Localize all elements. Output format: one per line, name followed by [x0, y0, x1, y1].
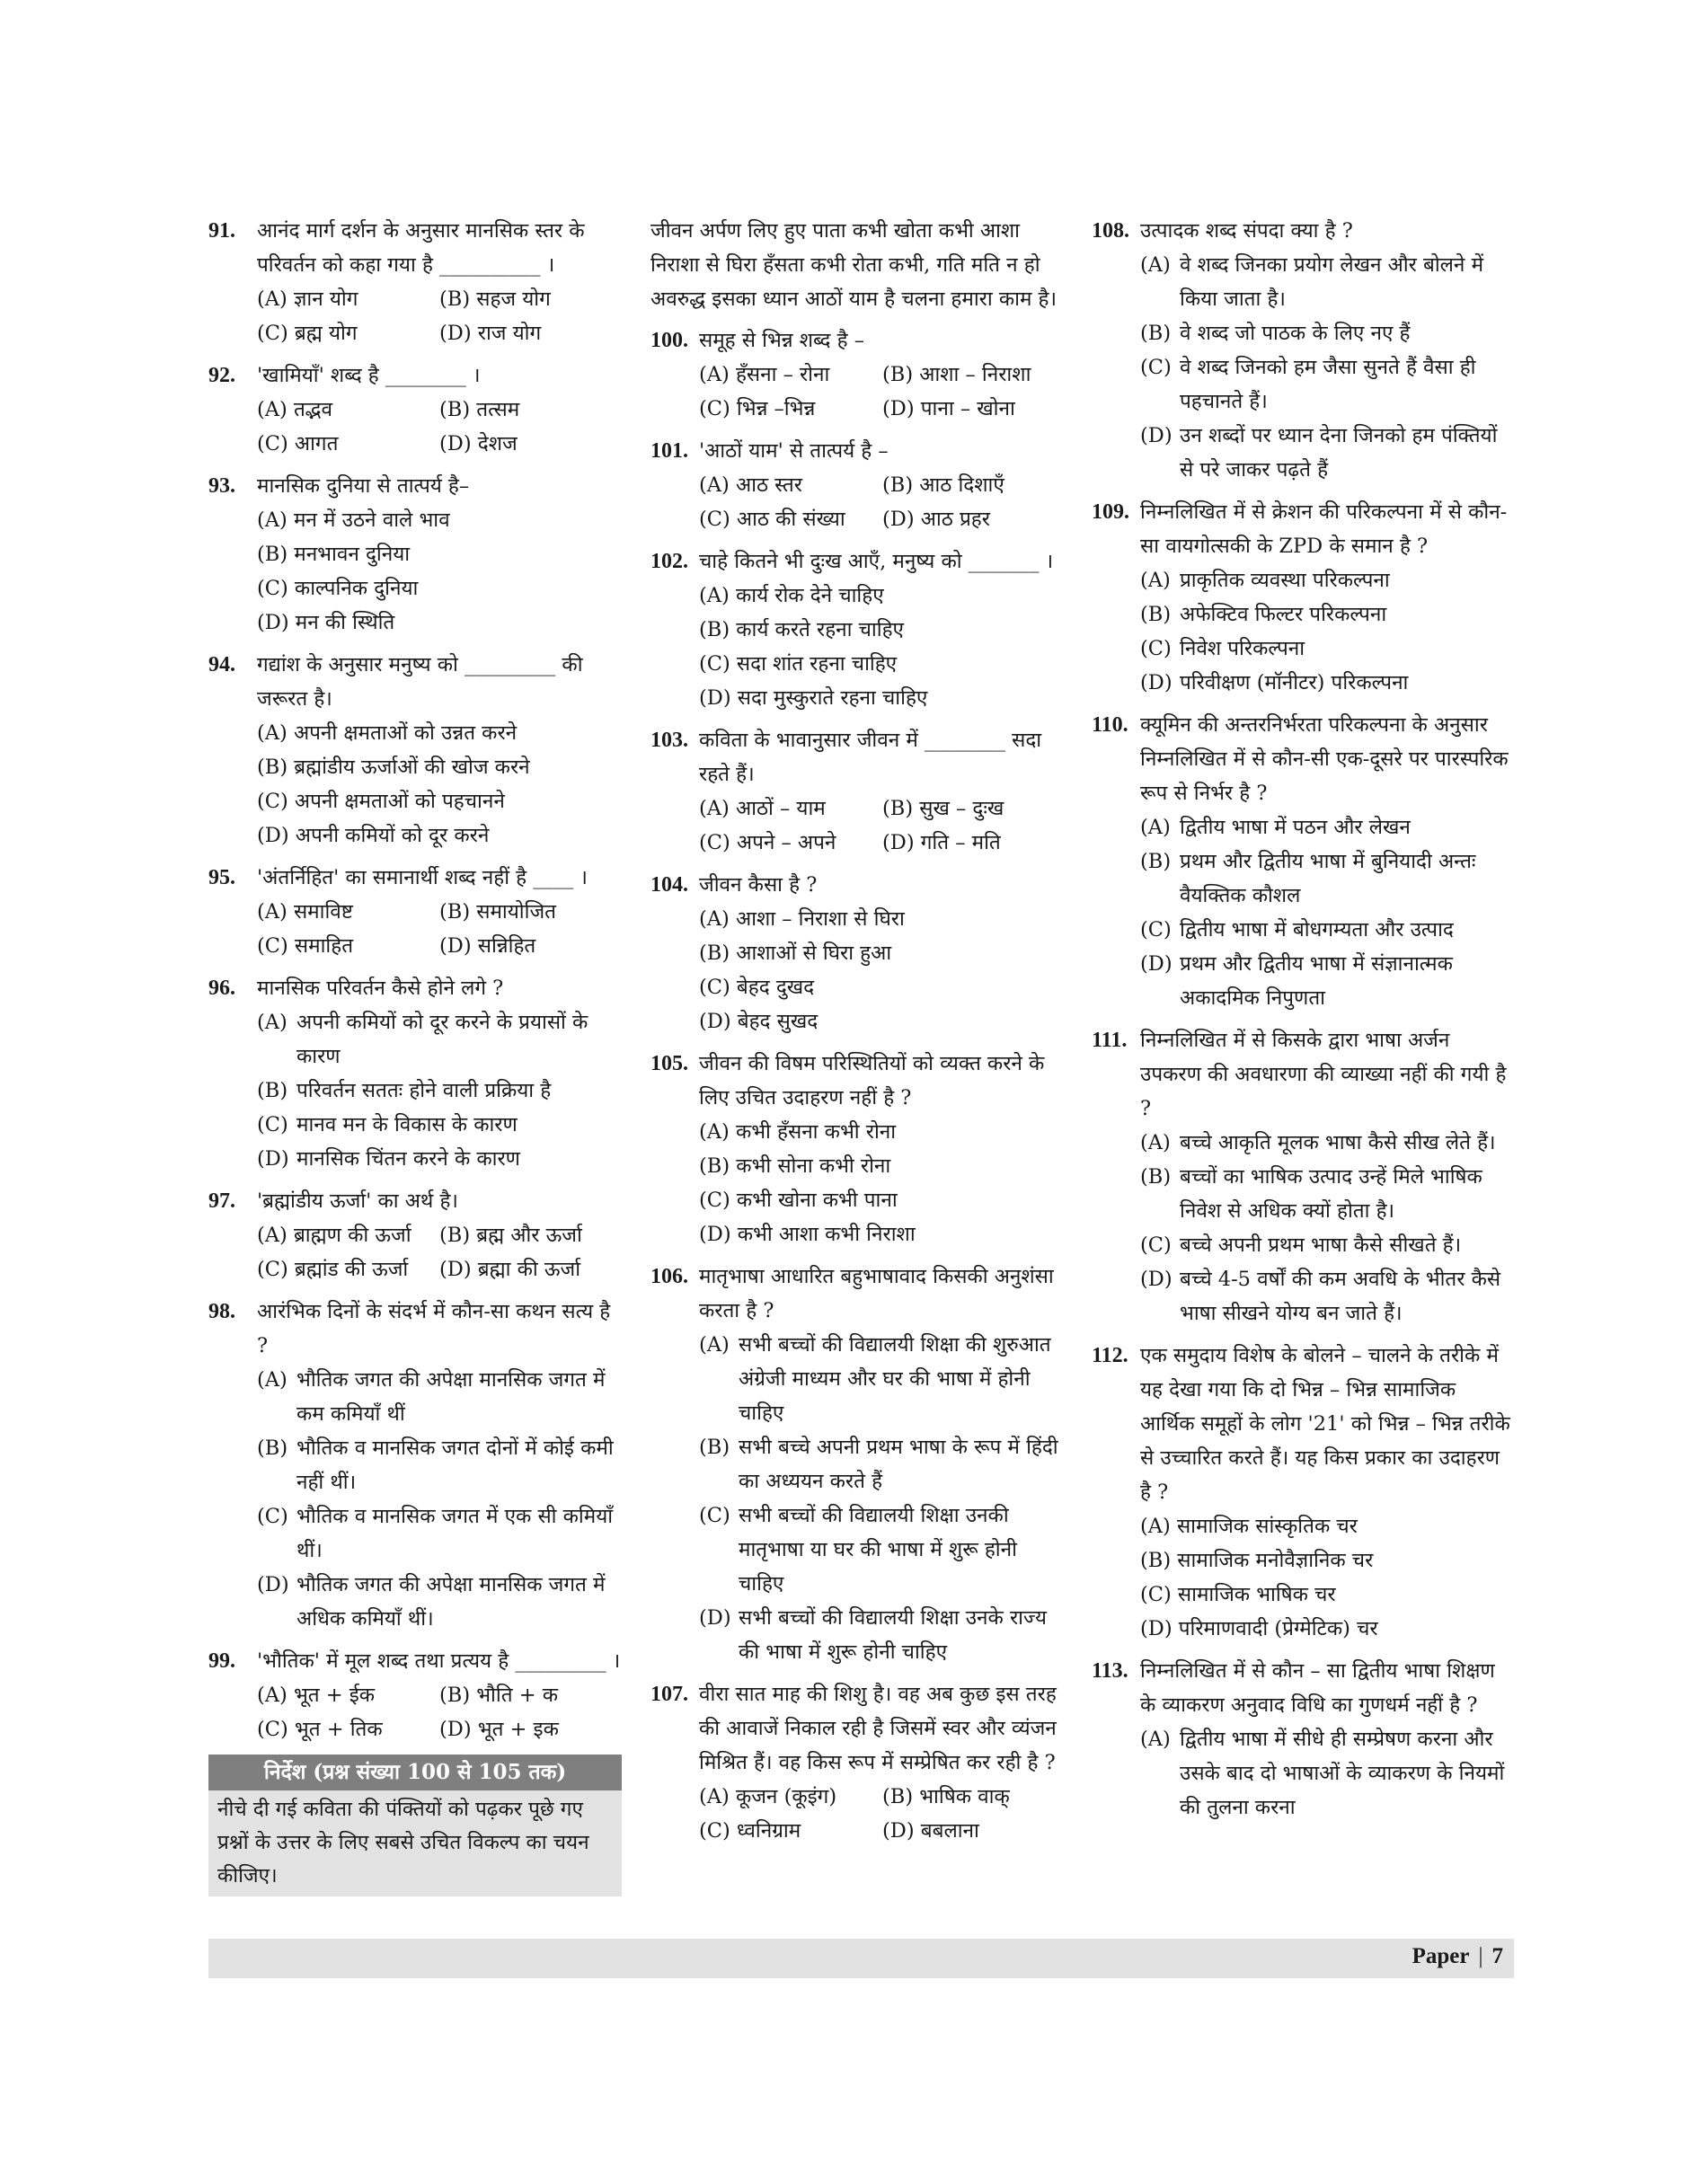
option: (C) कभी खोना कभी पाना	[699, 1189, 898, 1212]
option	[1140, 1722, 1514, 1825]
option: (D) सन्निहित	[439, 934, 536, 958]
option-row	[257, 427, 622, 461]
option: (D) कभी आशा कभी निराशा	[699, 1223, 916, 1246]
option	[1140, 1228, 1514, 1262]
option-row	[257, 1218, 622, 1252]
question-stem: 'ब्रह्मांडीय ऊर्जा' का अर्थ है।	[257, 1189, 458, 1213]
option: (B) आशा – निराशा	[882, 363, 1031, 386]
option-text: द्वितीय भाषा में पठन और लेखन	[1180, 816, 1411, 839]
option: (A) अपनी क्षमताओं को उन्नत करने	[257, 721, 518, 745]
option-text: उन शब्दों पर ध्यान देना जिनको हम पंक्तियों से परे जाकर पढ़ते हैं	[1180, 424, 1498, 482]
question	[650, 323, 1066, 426]
option-row	[699, 358, 1066, 392]
option: (B) आशाओं से घिरा हुआ	[699, 941, 892, 965]
option-text: प्राकृतिक व्यवस्था परिकल्पना	[1180, 569, 1390, 592]
option: (D) ब्रह्मा की ऊर्जा	[439, 1258, 581, 1281]
option: (B) ब्रह्म और ऊर्जा	[439, 1224, 582, 1247]
option-row	[699, 1780, 1066, 1814]
option: (A) कभी हँसना कभी रोना	[699, 1120, 897, 1144]
option: (A) आठ स्तर	[699, 473, 802, 497]
option-text: सभी बच्चों की विद्यालयी शिक्षा उनके राज्य की भाषा में शुरू होनी चाहिए	[739, 1606, 1047, 1664]
option-row	[699, 392, 1066, 426]
question	[650, 1047, 1066, 1251]
option-text: अफेक्टिव फिल्टर परिकल्पना	[1180, 603, 1387, 626]
option-text: बच्चे अपनी प्रथम भाषा कैसे सीखते हैं।	[1180, 1233, 1462, 1257]
option: (A) ज्ञान योग	[257, 287, 358, 311]
question-number: 103.	[650, 729, 688, 752]
question-number: 112.	[1092, 1344, 1128, 1367]
option	[1140, 632, 1514, 666]
option-letter: (A)	[257, 1011, 288, 1034]
poem-passage: जीवन अर्पण लिए हुए पाता कभी खोता कभी आशा निराशा से घिरा हँसता कभी रोता कभी, गति मति न हो अवरुद्ध इसका ध्यान आठों याम है चलना हमारा काम है।	[650, 219, 1058, 311]
question-stem: समूह से भिन्न शब्द है –	[699, 329, 864, 352]
question-stem: चाहे कितने भी दुःख आएँ, मनुष्य को _______ ।	[699, 550, 1054, 573]
option-letter: (D)	[1140, 952, 1173, 976]
question-number: 111.	[1092, 1029, 1128, 1052]
option: (C) अपने – अपने	[699, 831, 836, 854]
option-text: भौतिक व मानसिक जगत दोनों में कोई कमी नहीं थीं।	[296, 1437, 614, 1494]
question-stem: वीरा सात माह की शिशु है। वह अब कुछ इस तरह की आवाजें निकाल रही है जिसमें स्वर और व्यंजन मिश्रित हैं। वह किस रूप में सम्प्रेषित कर रही है ?	[699, 1683, 1057, 1774]
option-text: वे शब्द जिनका प्रयोग लेखन और बोलने में किया जाता है।	[1180, 253, 1484, 311]
option-letter: (C)	[1140, 918, 1172, 941]
option-letter: (D)	[699, 1606, 731, 1630]
question-number: 95.	[208, 866, 235, 889]
question-number: 93.	[208, 474, 235, 498]
question-number: 97.	[208, 1189, 235, 1213]
option-row	[257, 1252, 622, 1286]
option-text: सभी बच्चों की विद्यालयी शिक्षा की शुरुआत अंग्रेजी माध्यम और घर की भाषा में होनी चाहिए	[739, 1333, 1051, 1425]
question	[650, 544, 1066, 715]
question	[208, 861, 622, 963]
option-letter: (A)	[257, 1368, 288, 1392]
option-row	[699, 502, 1066, 536]
option	[699, 1498, 1066, 1601]
option-letter: (A)	[1140, 816, 1171, 839]
option-letter: (D)	[1140, 671, 1173, 694]
option	[699, 1328, 1066, 1430]
option-text: परिवीक्षण (मॉनीटर) परिकल्पना	[1180, 671, 1409, 694]
option: (D) पाना – खोना	[882, 397, 1015, 420]
question-number: 105.	[650, 1052, 688, 1075]
question-number: 102.	[650, 550, 688, 573]
page-number: 7	[1491, 1944, 1503, 1968]
option: (A) आठों – याम	[699, 797, 826, 820]
option-letter: (D)	[257, 1147, 289, 1171]
option-text: बच्चे आकृति मूलक भाषा कैसे सीख लेते हैं।	[1180, 1131, 1496, 1154]
question	[208, 1184, 622, 1286]
question-stem: उत्पादक शब्द संपदा क्या है ?	[1140, 219, 1353, 243]
option-letter: (B)	[699, 1436, 730, 1459]
option-text: भौतिक जगत की अपेक्षा मानसिक जगत में कम कमियाँ थीं	[296, 1368, 606, 1426]
option-row	[257, 282, 622, 316]
option	[1140, 1262, 1514, 1330]
option	[1140, 810, 1514, 844]
question-stem: जीवन कैसा है ?	[699, 873, 818, 897]
option	[699, 1601, 1066, 1669]
option-text: मानसिक चिंतन करने के कारण	[296, 1147, 520, 1171]
option: (A) कूजन (कूइंग)	[699, 1785, 837, 1808]
option-letter: (D)	[257, 1573, 289, 1596]
directions-text: नीचे दी गई कविता की पंक्तियों को पढ़कर पूछे गए प्रश्नों के उत्तर के लिए सबसे उचित विकल्प का चयन कीजिए।	[208, 1790, 622, 1896]
option-text: वे शब्द जिनको हम जैसा सुनते हैं वैसा ही पहचानते हैं।	[1180, 356, 1476, 413]
option: (D) बबलाना	[882, 1819, 979, 1843]
option: (B) भाषिक वाक्	[882, 1785, 1010, 1808]
option: (C) भूत + तिक	[257, 1718, 383, 1741]
option	[1140, 316, 1514, 350]
question-stem: मातृभाषा आधारित बहुभाषावाद किसकी अनुशंसा करता है ?	[699, 1265, 1054, 1322]
option: (B) आठ दिशाएँ	[882, 473, 1004, 497]
option: (A) समाविष्ट	[257, 900, 353, 924]
option	[257, 1568, 622, 1636]
option: (B) सामाजिक मनोवैज्ञानिक चर	[1140, 1549, 1374, 1572]
option-letter: (B)	[257, 1437, 288, 1460]
option	[1140, 1160, 1514, 1228]
option: (B) कार्य करते रहना चाहिए	[699, 618, 904, 641]
question-stem: 'आठों याम' से तात्पर्य है –	[699, 439, 889, 463]
question-stem: मानसिक दुनिया से तात्पर्य है–	[257, 474, 470, 498]
option: (B) तत्सम	[439, 398, 520, 421]
question	[208, 1644, 622, 1746]
option	[257, 1499, 622, 1568]
option: (D) गति – मति	[882, 831, 1001, 854]
question	[1092, 1654, 1514, 1825]
column-middle	[650, 214, 1066, 1856]
option: (B) सहज योग	[439, 287, 551, 311]
question	[208, 971, 622, 1176]
question-stem: निम्नलिखित में से क्रेशन की परिकल्पना में से कौन-सा वायगोत्सकी के ZPD के समान है ?	[1140, 500, 1508, 558]
option-letter: (B)	[1140, 322, 1172, 345]
option: (C) समाहित	[257, 934, 354, 958]
option-text: सभी बच्चे अपनी प्रथम भाषा के रूप में हिंदी का अध्ययन करते हैं	[739, 1436, 1058, 1493]
option-letter: (D)	[1140, 424, 1173, 447]
question-number: 99.	[208, 1649, 235, 1673]
question-stem: 'अंतर्निहित' का समानार्थी शब्द नहीं है ____ ।	[257, 866, 588, 889]
option-row	[257, 316, 622, 350]
option: (C) सदा शांत रहना चाहिए	[699, 652, 898, 676]
option-row	[257, 1678, 622, 1712]
option-row	[699, 468, 1066, 502]
option-row	[257, 895, 622, 929]
footer-text: Paper | 7	[1412, 1944, 1503, 1968]
question	[208, 648, 622, 853]
option-text: निवेश परिकल्पना	[1180, 637, 1305, 660]
option-letter: (C)	[1140, 637, 1172, 660]
question-number: 107.	[650, 1683, 688, 1706]
option: (B) भौति + क	[439, 1684, 558, 1707]
option-text: प्रथम और द्वितीय भाषा में संज्ञानात्मक अकादमिक निपुणता	[1180, 952, 1453, 1010]
option: (B) कभी सोना कभी रोना	[699, 1154, 891, 1178]
question-number: 100.	[650, 329, 688, 352]
option-text: प्रथम और द्वितीय भाषा में बुनियादी अन्तः वैयक्तिक कौशल	[1180, 850, 1476, 907]
option-row	[257, 929, 622, 963]
option: (A) सामाजिक सांस्कृतिक चर	[1140, 1515, 1358, 1538]
option-letter: (A)	[1140, 1131, 1171, 1154]
page-footer	[208, 1939, 1514, 1978]
question	[1092, 214, 1514, 487]
option: (D) आठ प्रहर	[882, 508, 990, 531]
question-stem: 'भौतिक' में मूल शब्द तथा प्रत्यय है _________ ।	[257, 1649, 621, 1673]
option-letter: (B)	[1140, 850, 1172, 873]
option: (B) समायोजित	[439, 900, 556, 924]
option: (A) कार्य रोक देने चाहिए	[699, 584, 884, 607]
option-text: बच्चे 4-5 वर्षों की कम अवधि के भीतर कैसे भाषा सीखने योग्य बन जाते हैं।	[1180, 1268, 1501, 1325]
question	[208, 358, 622, 461]
option: (D) भूत + इक	[439, 1718, 559, 1741]
question-number: 108.	[1092, 219, 1129, 243]
question	[650, 868, 1066, 1039]
question-stem: कविता के भावानुसार जीवन में ________ सदा रहते हैं।	[699, 729, 1042, 786]
question	[208, 469, 622, 640]
option-text: भौतिक व मानसिक जगत में एक सी कमियाँ थीं।	[296, 1505, 614, 1562]
option-row	[699, 1814, 1066, 1848]
option	[1140, 419, 1514, 487]
option-letter: (A)	[1140, 569, 1171, 592]
option-row	[257, 1712, 622, 1746]
option-letter: (A)	[699, 1333, 730, 1357]
option-letter: (B)	[1140, 1165, 1172, 1189]
question-number: 94.	[208, 653, 235, 676]
question-stem: निम्नलिखित में से किसके द्वारा भाषा अर्जन उपकरण की अवधारणा की व्याख्या नहीं की गयी है ?	[1140, 1029, 1507, 1120]
option: (C) अपनी क्षमताओं को पहचानने	[257, 790, 505, 813]
question	[1092, 1023, 1514, 1330]
option-letter: (C)	[257, 1113, 288, 1136]
option	[1140, 666, 1514, 700]
footer-label: Paper	[1412, 1944, 1470, 1968]
option: (D) बेहद सुखद	[699, 1010, 819, 1033]
option: (D) मन की स्थिति	[257, 611, 395, 634]
question	[1092, 708, 1514, 1015]
question-stem: आनंद मार्ग दर्शन के अनुसार मानसिक स्तर के परिवर्तन को कहा गया है __________ ।	[257, 219, 585, 277]
question-number: 92.	[208, 364, 235, 387]
column-right	[1092, 214, 1514, 1833]
option: (A) मन में उठने वाले भाव	[257, 508, 450, 532]
question	[650, 1260, 1066, 1669]
option: (C) ब्रह्मांड की ऊर्जा	[257, 1258, 409, 1281]
question-stem: आरंभिक दिनों के संदर्भ में कौन-सा कथन सत्य है ?	[257, 1300, 611, 1357]
option: (B) ब्रह्मांडीय ऊर्जाओं की खोज करने	[257, 756, 530, 779]
question-stem: 'खामियाँ' शब्द है ________ ।	[257, 364, 481, 387]
question-number: 101.	[650, 439, 688, 463]
option: (D) सदा मुस्कुराते रहना चाहिए	[699, 686, 928, 710]
option-letter: (B)	[257, 1079, 288, 1102]
question-stem: जीवन की विषम परिस्थितियों को व्यक्त करने के लिए उचित उदाहरण नहीं है ?	[699, 1052, 1045, 1109]
question-number: 106.	[650, 1265, 688, 1288]
option	[699, 1430, 1066, 1498]
option-text: भौतिक जगत की अपेक्षा मानसिक जगत में अधिक कमियाँ थीं।	[296, 1573, 606, 1631]
option	[1140, 350, 1514, 419]
directions-heading: निर्देश (प्रश्न संख्या 100 से 105 तक)	[208, 1755, 622, 1790]
question-stem: निम्नलिखित में से कौन – सा द्वितीय भाषा शिक्षण के व्याकरण अनुवाद विधि का गुणधर्म नहीं है ?	[1140, 1659, 1495, 1717]
question-stem: मानसिक परिवर्तन कैसे होने लगे ?	[257, 977, 504, 1000]
option-text: बच्चों का भाषिक उत्पाद उन्हें मिले भाषिक निवेश से अधिक क्यों होता है।	[1180, 1165, 1482, 1223]
option	[257, 1431, 622, 1499]
option: (C) आगत	[257, 432, 339, 455]
option: (D) राज योग	[439, 322, 542, 345]
question	[650, 434, 1066, 536]
option: (C) ब्रह्म योग	[257, 322, 358, 345]
option: (D) अपनी कमियों को दूर करने	[257, 824, 490, 847]
option: (A) हँसना – रोना	[699, 363, 830, 386]
option-letter: (D)	[1140, 1268, 1173, 1291]
option: (C) ध्वनिग्राम	[699, 1819, 801, 1843]
option: (C) सामाजिक भाषिक चर	[1140, 1583, 1336, 1606]
option-letter: (A)	[1140, 253, 1171, 277]
option-text: मानव मन के विकास के कारण	[296, 1113, 518, 1136]
option	[257, 1074, 622, 1108]
option-text: परिवर्तन सततः होने वाली प्रक्रिया है	[296, 1079, 552, 1102]
option	[1140, 844, 1514, 913]
option: (A) ब्राह्मण की ऊर्जा	[257, 1224, 412, 1247]
option: (C) काल्पनिक दुनिया	[257, 577, 419, 600]
question-number: 98.	[208, 1300, 235, 1323]
option: (D) परिमाणवादी (प्रेग्मेटिक) चर	[1140, 1617, 1378, 1640]
question-number: 91.	[208, 219, 235, 243]
option	[257, 1363, 622, 1431]
option-text: द्वितीय भाषा में बोधगम्यता और उत्पाद	[1180, 918, 1454, 941]
option-row	[257, 393, 622, 427]
option	[1140, 913, 1514, 947]
question-stem: एक समुदाय विशेष के बोलने – चालने के तरीके में यह देखा गया कि दो भिन्न – भिन्न सामाजिक आर्थिक समूहों के लोग '21' को भिन्न – भिन्न तरीके से उच्चारित करते हैं। यह किस प्रकार का उदाहरण है ?	[1140, 1344, 1510, 1504]
option: (B) मनभावन दुनिया	[257, 543, 411, 566]
option	[257, 1108, 622, 1142]
question	[650, 723, 1066, 860]
option-text: द्वितीय भाषा में सीधे ही सम्प्रेषण करना और उसके बाद दो भाषाओं के व्याकरण के नियमों की तुलना करना	[1180, 1728, 1505, 1819]
option	[1140, 947, 1514, 1015]
option	[1140, 248, 1514, 316]
option-letter: (C)	[1140, 356, 1172, 379]
option	[1140, 597, 1514, 632]
question-stem: क्यूमिन की अन्तरनिर्भरता परिकल्पना के अनुसार निम्नलिखित में से कौन-सी एक-दूसरे पर पारस्परिक रूप से निर्भर है ?	[1140, 713, 1509, 805]
question-number: 96.	[208, 977, 235, 1000]
option-text: सभी बच्चों की विद्यालयी शिक्षा उनकी मातृभाषा या घर की भाषा में शुरू होनी चाहिए	[739, 1504, 1017, 1596]
question-stem: गद्यांश के अनुसार मनुष्य को _________ की जरूरत है।	[257, 653, 583, 711]
option	[257, 1005, 622, 1074]
question	[650, 1677, 1066, 1848]
option: (C) भिन्न –भिन्न	[699, 397, 816, 420]
option-letter: (B)	[1140, 603, 1172, 626]
option-letter: (A)	[1140, 1728, 1171, 1751]
question-number: 113.	[1092, 1659, 1128, 1683]
option-row	[699, 791, 1066, 826]
option-text: वे शब्द जो पाठक के लिए नए हैं	[1180, 322, 1411, 345]
option-letter: (C)	[699, 1504, 730, 1527]
option	[257, 1142, 622, 1176]
column-left	[208, 214, 622, 1896]
option	[1140, 1126, 1514, 1160]
option	[1140, 563, 1514, 597]
question-number: 104.	[650, 873, 688, 897]
option: (C) आठ की संख्या	[699, 508, 845, 531]
option-letter: (C)	[257, 1505, 288, 1528]
option-text: अपनी कमियों को दूर करने के प्रयासों के कारण	[296, 1011, 589, 1068]
option-letter: (C)	[1140, 1233, 1172, 1257]
question	[1092, 1339, 1514, 1646]
option: (A) आशा – निराशा से घिरा	[699, 907, 905, 931]
question	[208, 214, 622, 350]
question-number: 109.	[1092, 500, 1129, 524]
option: (D) देशज	[439, 432, 518, 455]
option: (A) तद्भव	[257, 398, 333, 421]
option: (B) सुख – दुःख	[882, 797, 1004, 820]
option: (C) बेहद दुखद	[699, 976, 815, 999]
option: (A) भूत + ईक	[257, 1684, 376, 1707]
option-row	[699, 826, 1066, 860]
question	[1092, 495, 1514, 700]
question-number: 110.	[1092, 713, 1128, 737]
question	[208, 1295, 622, 1636]
